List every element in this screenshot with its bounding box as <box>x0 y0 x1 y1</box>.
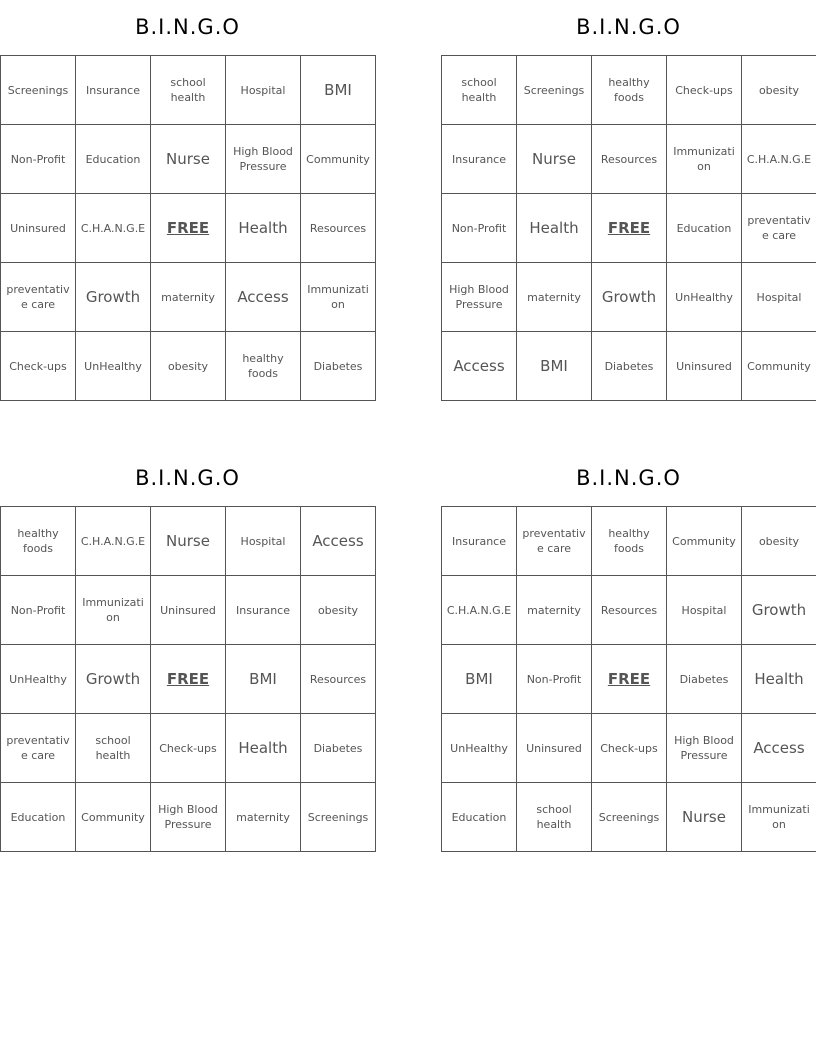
bingo-row <box>442 507 816 576</box>
bingo-cell: Nurse <box>151 507 226 576</box>
bingo-cell: BMI <box>442 645 517 714</box>
bingo-cell: UnHealthy <box>1 645 76 714</box>
bingo-card-1 <box>0 0 375 401</box>
bingo-cell: Access <box>226 263 301 332</box>
bingo-cell: UnHealthy <box>667 263 742 332</box>
bingo-cell: Check-ups <box>592 714 667 783</box>
bingo-cell: Community <box>76 783 151 852</box>
bingo-cell: maternity <box>151 263 226 332</box>
bingo-cell: Screenings <box>1 56 76 125</box>
bingo-cell: Insurance <box>226 576 301 645</box>
bingo-cell: preventative care <box>1 263 76 332</box>
free-space-cell: FREE <box>592 194 667 263</box>
bingo-cell: healthy foods <box>592 507 667 576</box>
bingo-row <box>1 507 376 576</box>
bingo-row <box>1 645 376 714</box>
bingo-cell: Uninsured <box>517 714 592 783</box>
bingo-cell: Insurance <box>442 507 517 576</box>
bingo-cell: Education <box>667 194 742 263</box>
bingo-cell: Check-ups <box>151 714 226 783</box>
bingo-cell: Nurse <box>667 783 742 852</box>
bingo-cell: Growth <box>742 576 816 645</box>
bingo-cell: BMI <box>517 332 592 401</box>
bingo-cell: healthy foods <box>226 332 301 401</box>
bingo-card-3 <box>0 451 375 852</box>
bingo-cell: BMI <box>226 645 301 714</box>
bingo-cell: Resources <box>301 645 376 714</box>
bingo-cell: preventative care <box>1 714 76 783</box>
bingo-cell: C.H.A.N.G.E <box>76 194 151 263</box>
bingo-cell: High Blood Pressure <box>442 263 517 332</box>
bingo-cell: Community <box>667 507 742 576</box>
bingo-cell: Education <box>442 783 517 852</box>
bingo-cell: Check-ups <box>667 56 742 125</box>
bingo-cell: Uninsured <box>667 332 742 401</box>
bingo-cell: High Blood Pressure <box>151 783 226 852</box>
bingo-cell: Growth <box>76 645 151 714</box>
bingo-cell: Screenings <box>592 783 667 852</box>
card-title: B.I.N.G.O <box>135 466 240 490</box>
bingo-cell: Hospital <box>667 576 742 645</box>
bingo-row <box>1 714 376 783</box>
bingo-cell: Insurance <box>76 56 151 125</box>
bingo-cell: obesity <box>742 507 816 576</box>
bingo-row <box>442 125 816 194</box>
bingo-cell: Non-Profit <box>517 645 592 714</box>
bingo-cell: Growth <box>76 263 151 332</box>
bingo-row <box>1 576 376 645</box>
bingo-cell: Health <box>226 194 301 263</box>
bingo-cell: Check-ups <box>1 332 76 401</box>
bingo-cell: obesity <box>742 56 816 125</box>
bingo-row <box>442 194 816 263</box>
bingo-row <box>1 125 376 194</box>
card-title: B.I.N.G.O <box>576 466 681 490</box>
bingo-row <box>442 645 816 714</box>
bingo-cell: High Blood Pressure <box>226 125 301 194</box>
bingo-cell: Hospital <box>226 507 301 576</box>
bingo-cell: Immunization <box>301 263 376 332</box>
bingo-row <box>442 263 816 332</box>
bingo-cell: C.H.A.N.G.E <box>76 507 151 576</box>
bingo-cell: school health <box>151 56 226 125</box>
bingo-row <box>442 783 816 852</box>
bingo-cell: Non-Profit <box>1 125 76 194</box>
bingo-cell: Diabetes <box>301 714 376 783</box>
bingo-grid <box>441 506 816 852</box>
bingo-cell: Hospital <box>742 263 816 332</box>
bingo-cell: healthy foods <box>1 507 76 576</box>
bingo-cell: maternity <box>226 783 301 852</box>
bingo-cell: school health <box>517 783 592 852</box>
bingo-cell: healthy foods <box>592 56 667 125</box>
bingo-cell: Nurse <box>517 125 592 194</box>
bingo-cell: Health <box>742 645 816 714</box>
bingo-row <box>442 714 816 783</box>
bingo-cell: Immunization <box>76 576 151 645</box>
bingo-cell: Diabetes <box>667 645 742 714</box>
bingo-cell: Resources <box>301 194 376 263</box>
bingo-cell: Growth <box>592 263 667 332</box>
bingo-cell: C.H.A.N.G.E <box>742 125 816 194</box>
bingo-cell: Insurance <box>442 125 517 194</box>
bingo-cell: Diabetes <box>592 332 667 401</box>
bingo-cell: C.H.A.N.G.E <box>442 576 517 645</box>
free-space-cell: FREE <box>151 194 226 263</box>
bingo-cell: Resources <box>592 125 667 194</box>
bingo-cell: Access <box>742 714 816 783</box>
bingo-cell: BMI <box>301 56 376 125</box>
bingo-row <box>1 56 376 125</box>
bingo-cell: Education <box>76 125 151 194</box>
bingo-card-4 <box>441 451 816 852</box>
bingo-cell: Non-Profit <box>442 194 517 263</box>
bingo-cell: Education <box>1 783 76 852</box>
bingo-cell: Access <box>442 332 517 401</box>
bingo-row <box>442 332 816 401</box>
bingo-cell: Diabetes <box>301 332 376 401</box>
free-space-cell: FREE <box>592 645 667 714</box>
bingo-cell: school health <box>442 56 517 125</box>
bingo-row <box>1 263 376 332</box>
bingo-cell: preventative care <box>517 507 592 576</box>
bingo-cell: Uninsured <box>1 194 76 263</box>
bingo-row <box>442 56 816 125</box>
card-title: B.I.N.G.O <box>135 15 240 39</box>
bingo-cell: High Blood Pressure <box>667 714 742 783</box>
bingo-row <box>1 783 376 852</box>
bingo-cell: Health <box>517 194 592 263</box>
bingo-row <box>442 576 816 645</box>
bingo-cell: UnHealthy <box>442 714 517 783</box>
bingo-row <box>1 194 376 263</box>
bingo-cell: Non-Profit <box>1 576 76 645</box>
bingo-cell: Resources <box>592 576 667 645</box>
bingo-card-2 <box>441 0 816 401</box>
bingo-grid <box>0 55 376 401</box>
bingo-cell: Screenings <box>517 56 592 125</box>
bingo-cell: Access <box>301 507 376 576</box>
free-space-cell: FREE <box>151 645 226 714</box>
bingo-cell: Immunization <box>667 125 742 194</box>
bingo-cell: Screenings <box>301 783 376 852</box>
bingo-cell: Community <box>742 332 816 401</box>
bingo-cell: Health <box>226 714 301 783</box>
bingo-grid <box>441 55 816 401</box>
bingo-cell: Hospital <box>226 56 301 125</box>
bingo-cell: school health <box>76 714 151 783</box>
bingo-cell: maternity <box>517 576 592 645</box>
bingo-grid <box>0 506 376 852</box>
bingo-cell: Uninsured <box>151 576 226 645</box>
bingo-row <box>1 332 376 401</box>
card-title: B.I.N.G.O <box>576 15 681 39</box>
bingo-cell: obesity <box>151 332 226 401</box>
bingo-cell: Community <box>301 125 376 194</box>
bingo-cell: preventative care <box>742 194 816 263</box>
bingo-cell: obesity <box>301 576 376 645</box>
bingo-cell: UnHealthy <box>76 332 151 401</box>
bingo-cell: Nurse <box>151 125 226 194</box>
bingo-cell: Immunization <box>742 783 816 852</box>
bingo-cell: maternity <box>517 263 592 332</box>
